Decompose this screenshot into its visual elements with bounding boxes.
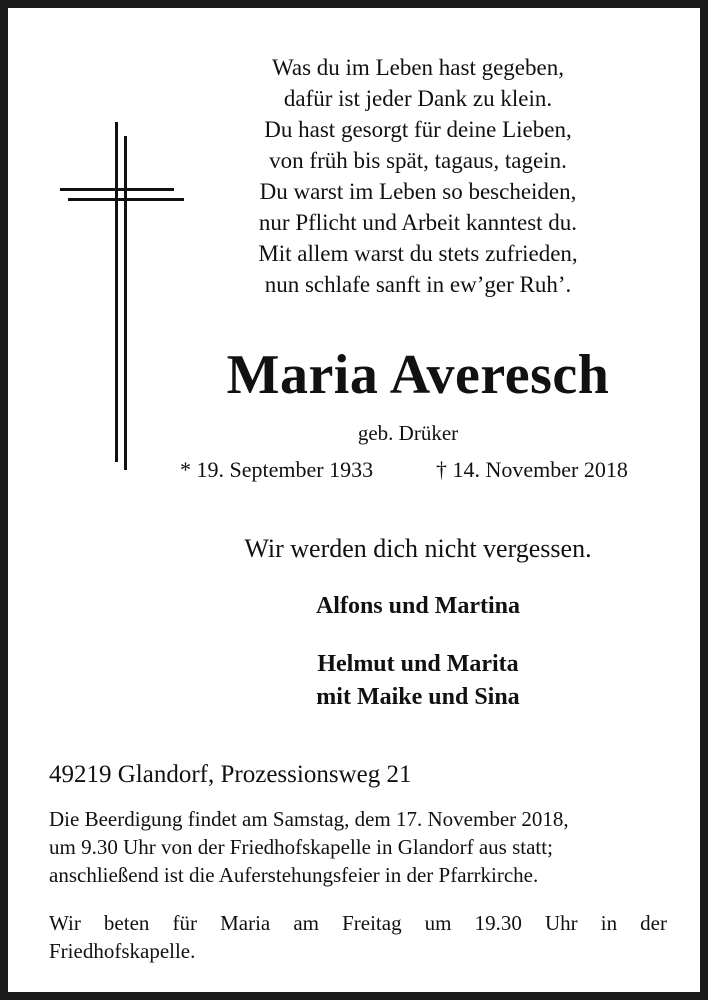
poem <box>158 52 678 300</box>
poem-line: Mit allem warst du stets zufrieden, <box>258 241 578 266</box>
family-address: 49219 Glandorf, Prozessionsweg 21 <box>49 761 412 788</box>
funeral-line: anschließend ist die Auferstehungsfeier in der Pfarrkirche. <box>49 863 539 887</box>
funeral-details <box>49 805 667 889</box>
maiden-name: geb. Drüker <box>357 421 459 445</box>
mourner-name: mit Maike und Sina <box>316 684 520 710</box>
poem-line: dafür ist jeder Dank zu klein. <box>283 86 553 111</box>
prayer-line: Friedhofskapelle. <box>49 939 196 963</box>
death-date: † 14. November 2018 <box>436 457 628 482</box>
poem-line: Was du im Leben hast gegeben, <box>272 55 564 80</box>
deceased-name: Maria Averesch <box>226 344 610 406</box>
prayer-details <box>49 909 667 965</box>
poem-line: Du warst im Leben so bescheiden, <box>259 179 577 204</box>
poem-line: nur Pflicht und Arbeit kanntest du. <box>258 210 578 235</box>
mourner-name: Helmut und Marita <box>317 651 519 677</box>
mourner-name: Alfons und Martina <box>315 593 521 619</box>
poem-line: Du hast gesorgt für deine Lieben, <box>264 117 572 142</box>
farewell-line: Wir werden dich nicht vergessen. <box>244 534 592 563</box>
poem-line: von früh bis spät, tagaus, tagein. <box>269 148 567 173</box>
funeral-line: Die Beerdigung findet am Samstag, dem 17. November 2018, <box>49 807 569 831</box>
funeral-line: um 9.30 Uhr von der Friedhofskapelle in Glandorf aus statt; <box>49 835 553 859</box>
birth-date: * 19. September 1933 <box>180 457 374 482</box>
poem-line: nun schlafe sanft in ew’ger Ruh’. <box>264 272 572 297</box>
prayer-line: Wir beten für Maria am Freitag um 19.30 Uhr in der <box>49 911 667 935</box>
